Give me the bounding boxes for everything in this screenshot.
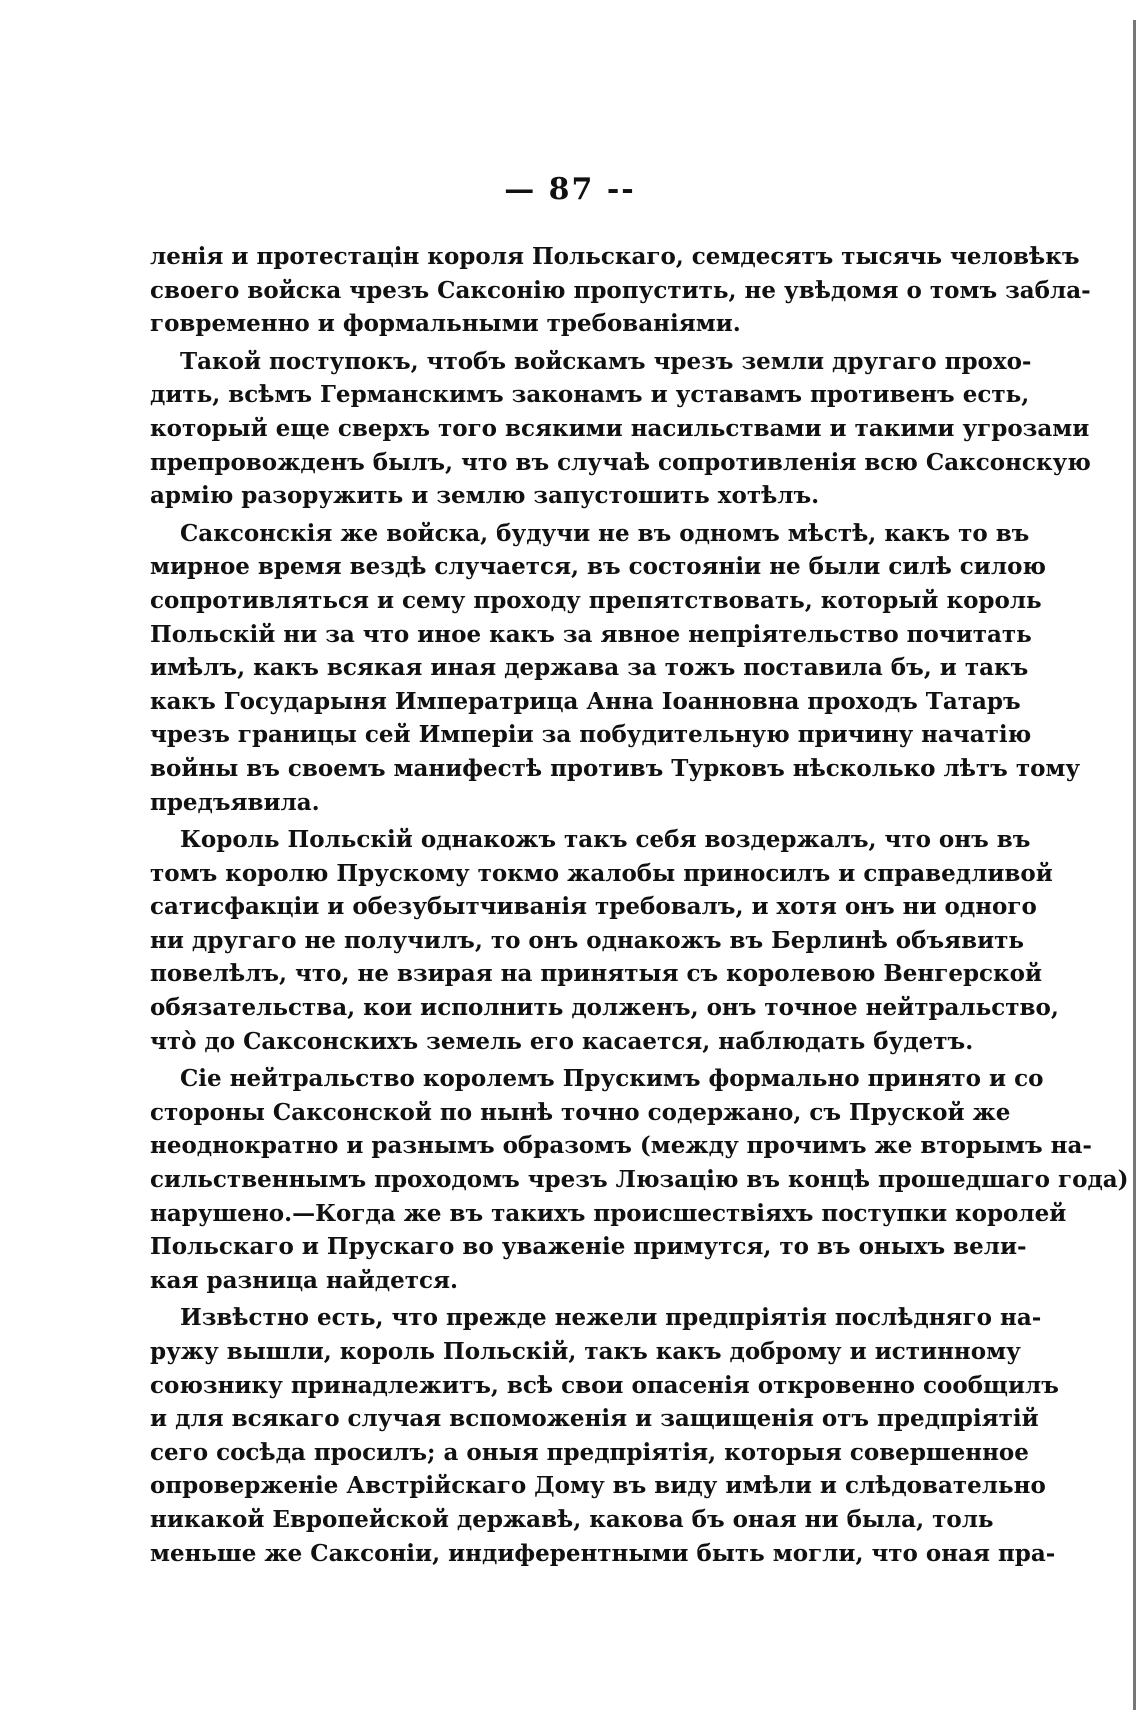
text-line: предъявила. — [150, 788, 320, 816]
text-line: томъ королю Прускому токмо жалобы приносилъ и справедливой — [150, 859, 1053, 887]
page-number: — 87 -- — [504, 172, 636, 207]
text-line: армію разоружить и землю запустошить хотѣлъ. — [150, 482, 820, 510]
text-line: никакой Европейской державѣ, какова бъ оная ни была, толь — [150, 1505, 994, 1533]
page-edge-shadow — [1133, 20, 1136, 1710]
text-line: повелѣлъ, что, не взирая на принятыя съ королевою Венгерской — [150, 960, 1043, 988]
text-line: дить, всѣмъ Германскимъ законамъ и уставамъ противенъ есть, — [150, 381, 1030, 409]
text-line: ленія и протестацін короля Польскаго, семдесятъ тысячь человѣкъ — [150, 243, 1080, 270]
text-line: Король Польскій однакожъ такъ себя воздержалъ, что онъ въ — [180, 826, 1031, 854]
text-line: говременно и формальными требованіями. — [150, 310, 741, 338]
text-line: союзнику принадлежитъ, всѣ свои опасенія откровенно сообщилъ — [150, 1371, 1059, 1399]
paragraph-3 — [150, 517, 1081, 819]
text-line: ни другаго не получилъ, то онъ однакожъ въ Берлинѣ объявить — [150, 926, 1024, 954]
text-line: Польскаго и Прускаго во уваженіе примутся, то въ оныхъ вели- — [150, 1233, 1027, 1261]
text-line: опроверженіе Австрійскаго Дому въ виду имѣли и слѣдовательно — [150, 1472, 1046, 1500]
text-line: что̀ до Саксонскихъ земель его касается, наблюдать будетъ. — [150, 1027, 974, 1055]
text-line: чрезъ границы сей Имперіи за побудительную причину начатію — [150, 721, 1032, 749]
paragraph-1 — [150, 240, 1091, 341]
text-line: Саксонскія же войска, будучи не въ одномъ мѣстѣ, какъ то въ — [180, 519, 1030, 547]
text-line: ружу вышли, король Польскій, такъ какъ доброму и истинному — [150, 1338, 1021, 1365]
text-line: Извѣстно есть, что прежде нежели предпріятія послѣдняго на- — [180, 1304, 1042, 1332]
text-line: Польскій ни за что иное какъ за явное непріятельство почитать — [150, 620, 1032, 648]
paragraph-4 — [150, 823, 1059, 1058]
text-line: Сіе нейтральство королемъ Прускимъ формально принято и со — [180, 1065, 1044, 1093]
text-line: обязательства, кои исполнить долженъ, онъ точное нейтральство, — [150, 994, 1059, 1022]
text-line: сильственнымъ проходомъ чрезъ Люзацію въ концѣ прошедшаго года) — [150, 1166, 1129, 1194]
text-line: сего сосѣда просилъ; а оныя предпріятія, которыя совершенное — [150, 1438, 1029, 1466]
text-line: Такой поступокъ, чтобъ войскамъ чрезъ земли другаго прохо- — [180, 347, 1032, 375]
text-line: неоднократно и разнымъ образомъ (между прочимъ же вторымъ на- — [150, 1132, 1092, 1160]
text-line: мирное время вездѣ случается, въ состояніи не были силѣ силою — [150, 553, 1047, 581]
text-line: стороны Саксонской по нынѣ точно содержано, съ Пруской же — [150, 1098, 1011, 1126]
text-line: своего войска чрезъ Саксонію пропустить, не увѣдомя о томъ забла- — [150, 276, 1091, 304]
paragraph-6 — [150, 1301, 1059, 1570]
text-line: меньше же Саксоніи, индиферентными быть могли, что оная пра- — [150, 1539, 1056, 1567]
text-line: кая разница найдется. — [150, 1266, 458, 1294]
text-line: нарушено.—Когда же въ такихъ происшествіяхъ поступки королей — [150, 1199, 1067, 1227]
body-text — [150, 240, 1129, 1570]
paragraph-5 — [150, 1062, 1129, 1297]
paragraph-2 — [150, 345, 1091, 513]
text-line: сатисфакціи и обезубытчиванія требовалъ, и хотя онъ ни одного — [150, 893, 1037, 921]
text-line: какъ Государыня Императрица Анна Іоанновна проходъ Татаръ — [150, 687, 1021, 715]
text-line: сопротивляться и сему проходу препятствовать, который король — [150, 586, 1042, 614]
text-line: войны въ своемъ манифестѣ противъ Турковъ нѣсколько лѣтъ тому — [150, 754, 1081, 782]
text-line: имѣлъ, какъ всякая иная держава за тожъ поставила бъ, и такъ — [150, 654, 1029, 682]
text-line: и для всякаго случая вспоможенія и защищенія отъ предпріятій — [150, 1405, 1039, 1433]
text-line: который еще сверхъ того всякими насильствами и такими угрозами — [150, 414, 1090, 442]
text-line: препровожденъ былъ, что въ случаѣ сопротивленія всю Саксонскую — [150, 448, 1091, 476]
